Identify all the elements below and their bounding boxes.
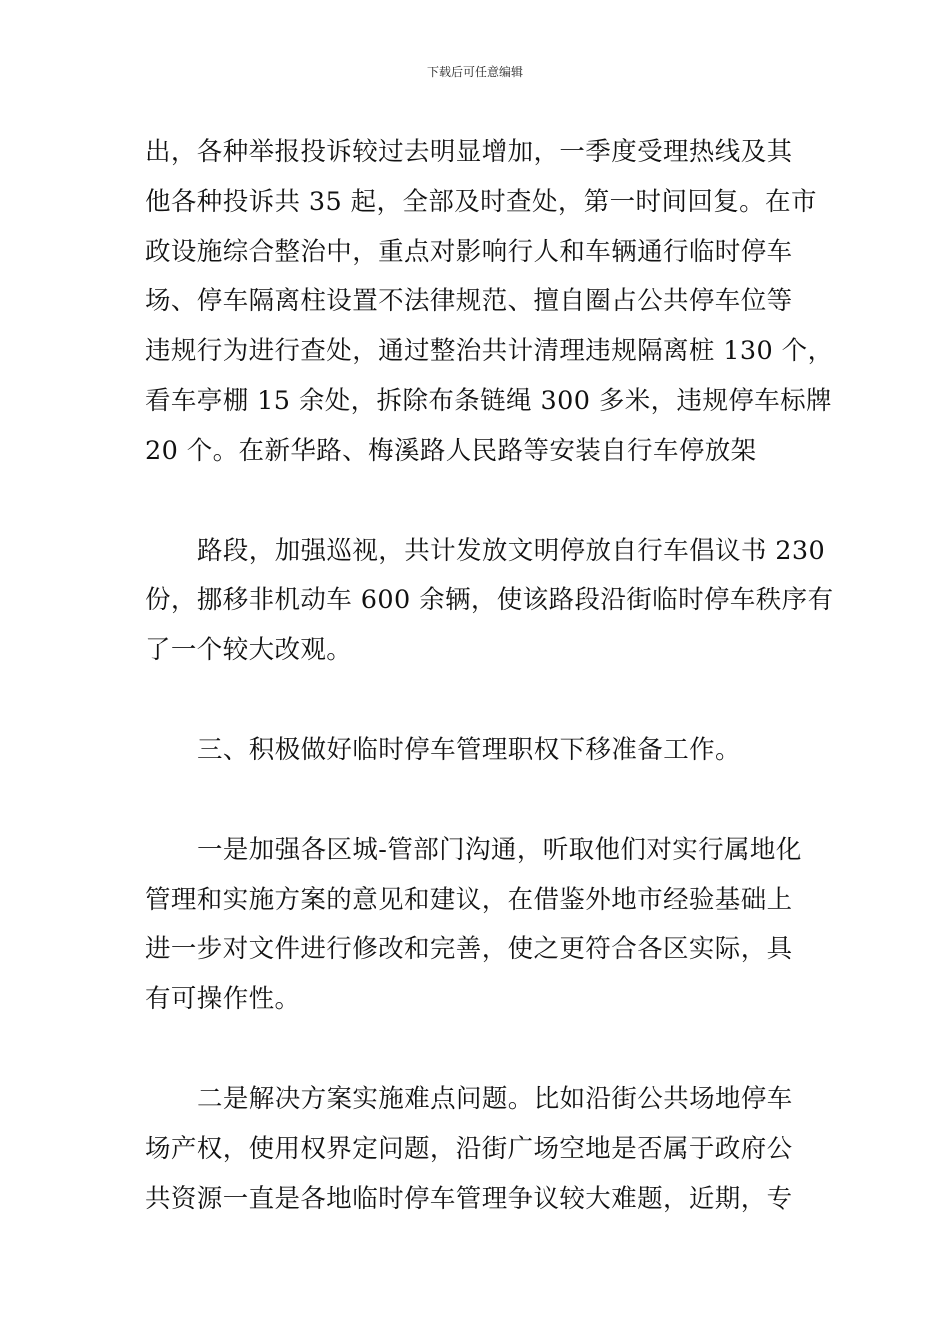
text-line: 场、停车隔离柱设置不法律规范、擅自圈占公共停车位等 — [145, 286, 793, 317]
paragraph-gap — [145, 676, 807, 726]
text-line: 了一个较大改观。 — [145, 635, 353, 666]
text-line: 三、积极做好临时停车管理职权下移准备工作。 — [197, 734, 741, 765]
text-line: 他各种投诉共 35 起，全部及时查处，第一时间回复。在市 — [145, 186, 817, 217]
text-line: 政设施综合整治中，重点对影响行人和车辆通行临时停车 — [145, 236, 793, 267]
text-line: 场产权，使用权界定问题，沿街广场空地是否属于政府公 — [145, 1133, 793, 1164]
text-line: 路段，加强巡视，共计发放文明停放自行车倡议书 230 — [197, 535, 826, 566]
text-line: 出，各种举报投诉较过去明显增加，一季度受理热线及其 — [145, 137, 793, 167]
document-body — [145, 128, 834, 1224]
paragraph-gap — [145, 776, 807, 826]
text-line: 违规行为进行查处，通过整治共计清理违规隔离桩 130 个， — [145, 336, 834, 367]
text-line: 有可操作性。 — [145, 984, 301, 1015]
text-line: 管理和实施方案的意见和建议，在借鉴外地市经验基础上 — [145, 884, 793, 915]
page-header: 下载后可任意编辑 — [426, 65, 523, 79]
text-line: 看车亭棚 15 余处，拆除布条链绳 300 多米，违规停车标牌 — [145, 385, 832, 416]
text-line: 进一步对文件进行修改和完善，使之更符合各区实际，具 — [145, 934, 793, 965]
paragraph-5 — [145, 1075, 807, 1224]
paragraph-1 — [145, 128, 834, 477]
text-line: 共资源一直是各地临时停车管理争议较大难题，近期，专 — [145, 1183, 793, 1214]
text-line: 20 个。在新华路、梅溪路人民路等安装自行车停放架 — [145, 435, 757, 466]
paragraph-gap — [145, 477, 807, 527]
paragraph-4 — [145, 826, 807, 1025]
text-line: 份，挪移非机动车 600 余辆，使该路段沿街临时停车秩序有 — [145, 585, 834, 616]
text-line: 二是解决方案实施难点问题。比如沿街公共场地停车 — [197, 1083, 793, 1114]
paragraph-2 — [145, 527, 834, 676]
text-line: 一是加强各区城-管部门沟通，听取他们对实行属地化 — [197, 834, 802, 865]
paragraph-gap — [145, 1025, 807, 1075]
section-heading — [145, 726, 807, 776]
